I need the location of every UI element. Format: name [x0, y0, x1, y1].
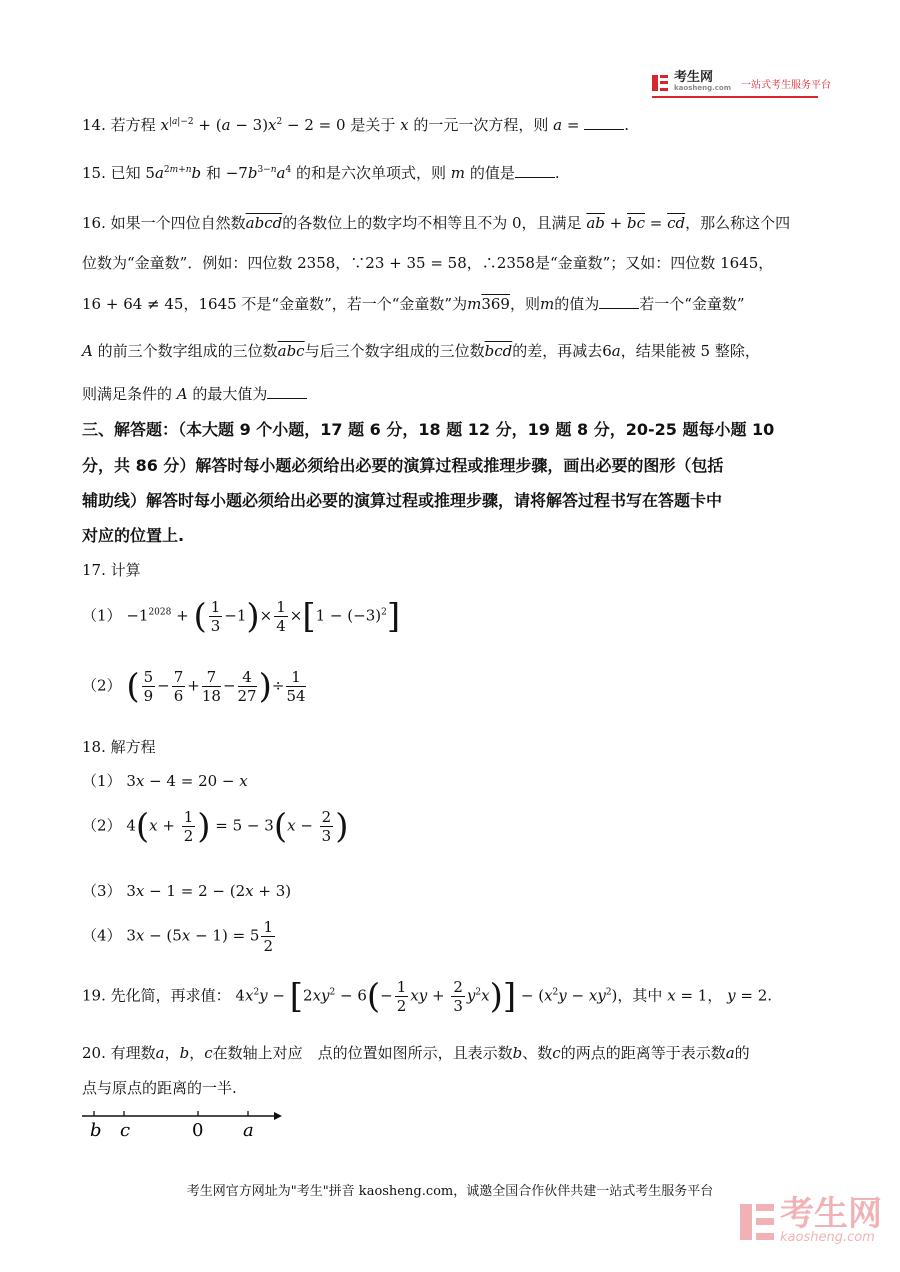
- label-a: a: [243, 1120, 254, 1141]
- watermark-logo-icon: [740, 1204, 774, 1240]
- question-16-line-5: 则满足条件的 A 的最大值为: [82, 383, 307, 404]
- question-17-title: 17. 计算: [82, 561, 141, 579]
- logo-icon: [652, 75, 668, 91]
- label-c: c: [120, 1120, 131, 1141]
- question-14: 14. 若方程 $x^{|a|-2} + (a - 3)x^2 - 2 = 0$ 是关于 x 的一元一次方程，则 a = .: [82, 116, 630, 134]
- number-line-arrow: [274, 1112, 282, 1120]
- section-3-line-1: 三、解答题：（本大题 9 个小题，17 题 6 分，18 题 12 分，19 题 8 分，20-25 题每小题 10: [82, 420, 775, 439]
- header-logo: [652, 72, 831, 94]
- watermark: [740, 1194, 882, 1245]
- question-18-part-2: （2） 4(x + $\frac{1}{2}$ ) = 5 − 3(x − $\frac{2}{3}$ ): [82, 806, 349, 847]
- question-17-part-2: （2） ( $\frac{5}{9}$ − $\frac{7}{6}$ + $\frac{7}{18}$ − $\frac{4}{27}$ )÷ $\frac{1}{54}$: [82, 666, 306, 707]
- question-20-line-2: 点与原点的距离的一半.: [82, 1079, 237, 1097]
- question-18-part-4: （4） 3x − (5x − 1) = 5 $\frac{1}{2}$: [82, 918, 273, 955]
- logo-name: 考生网: [674, 70, 714, 85]
- question-16-line-4: A 的前三个数字组成的三位数$\overline{abc}$与后三个数字组成的三位数$\overline{bcd}$的差，再减去6a，结果能被 5 整除，: [82, 342, 760, 360]
- question-16-line-2: 位数为“金童数”．例如：四位数 2358，∵23 + 35 = 58，∴2358是“金童数”；又如：四位数 1645，: [82, 254, 774, 272]
- label-b: b: [90, 1120, 102, 1141]
- question-16-line-3: 16 + 64 ≠ 45，1645 不是“金童数”，若一个“金童数”为m369，则m的值为 若一个“金童数”: [82, 295, 745, 313]
- question-17-part-1: $(1) -1^{2028}$ + ( $\frac{1}{3}$ −1)× $\frac{1}{4}$ $\times[1 - (-3)^2]$: [82, 596, 401, 637]
- question-15: 15. 已知 $5a^{2m+n}b$ 和 $-7b^{3-n}a^4$ 的和是六次单项式，则 m 的值是 .: [82, 164, 560, 182]
- question-19: 19. 先化简，再求值： $4x^2y - [2xy^2 - 6(-$ $\frac{1}{2}$ xy + $\frac{2}{3}$ $y^2x)] - (x^2y - xy^2)$，其中 x = 1， y = 2.: [82, 976, 773, 1017]
- section-3-line-3: 辅助线）解答时每小题必须给出必要的演算过程或推理步骤，请将解答过程书写在答题卡中: [82, 491, 723, 510]
- logo-domain: kaosheng.com: [674, 84, 731, 92]
- number-line-diagram: [78, 1106, 288, 1142]
- question-18-part-1: （1） 3x − 4 = 20 − x: [82, 772, 248, 790]
- watermark-domain: kaosheng.com: [780, 1230, 875, 1245]
- header-divider: [652, 96, 818, 98]
- label-0: 0: [192, 1120, 204, 1141]
- section-3-line-4: 对应的位置上.: [82, 526, 185, 545]
- question-16-line-1: 16. 如果一个四位自然数abcd的各数位上的数字均不相等且不为 0，且满足 $\overline{ab} + \overline{bc} = \overline{cd}$，那么称这个四: [82, 214, 791, 232]
- section-3-line-2: 分，共 86 分）解答时每小题必须给出必要的演算过程或推理步骤，画出必要的图形（包括: [82, 456, 724, 475]
- question-20-line-1: 20. 有理数a，b，c在数轴上对应 点的位置如图所示，且表示数b、数c的两点的距离等于表示数a的: [82, 1044, 750, 1062]
- question-18-title: 18. 解方程: [82, 738, 156, 756]
- watermark-name: 考生网: [780, 1194, 882, 1234]
- footer-text: 考生网官方网址为"考生"拼音 kaosheng.com，诚邀全国合作伙伴共建一站式考生服务平台: [186, 1184, 714, 1199]
- question-18-part-3: （3） 3x − 1 = 2 − (2x + 3): [82, 882, 292, 900]
- logo-slogan: 一站式考生服务平台: [741, 79, 831, 91]
